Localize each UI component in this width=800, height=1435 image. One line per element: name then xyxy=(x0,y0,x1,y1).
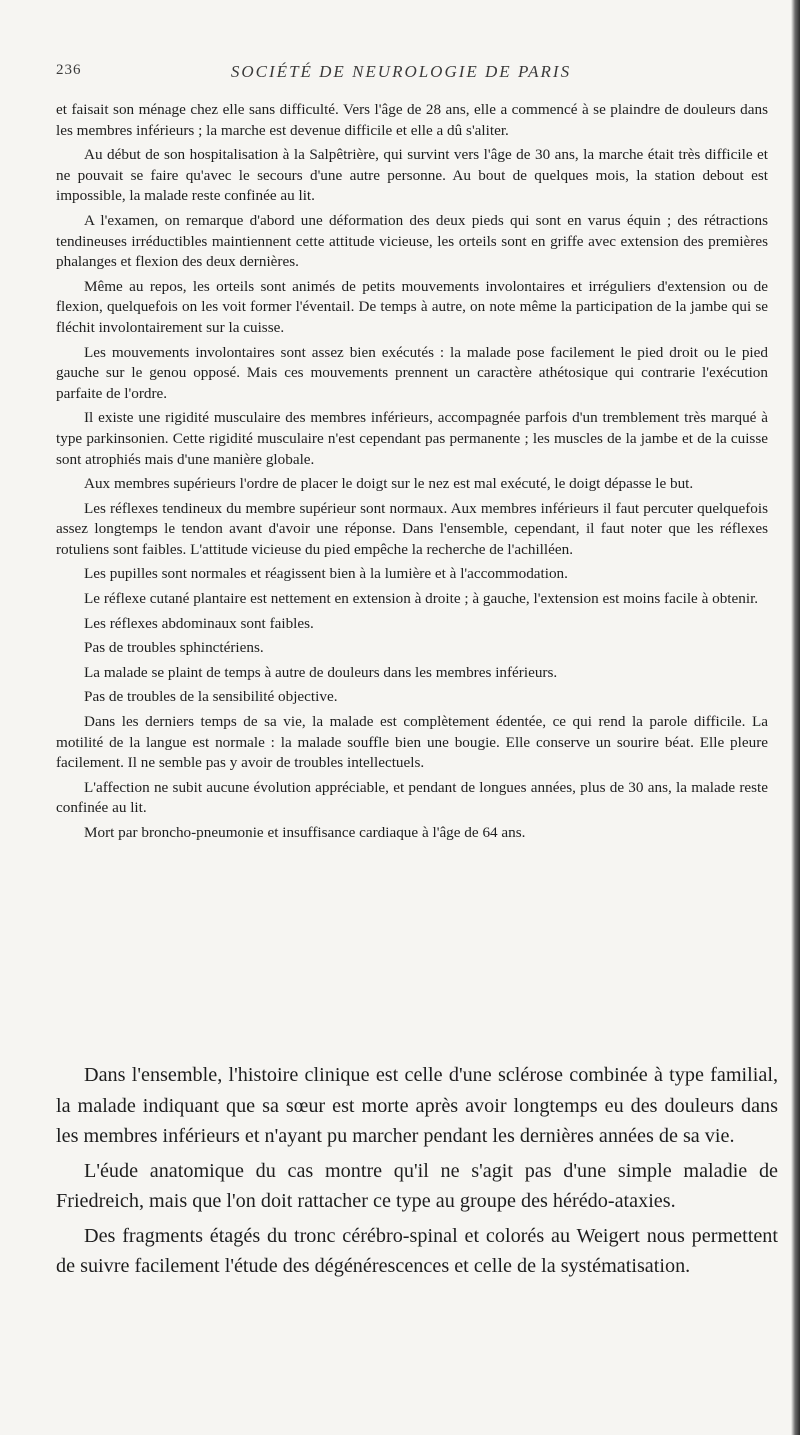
case-paragraph: Les pupilles sont normales et réagissent bien à la lumière et à l'accommodation. xyxy=(84,565,568,583)
case-paragraph: Les réflexes abdominaux sont faibles. xyxy=(84,614,314,632)
page-header xyxy=(56,62,746,86)
case-paragraph: La malade se plaint de temps à autre de douleurs dans les membres inférieurs. xyxy=(84,663,558,681)
page-number: 236 xyxy=(56,62,82,78)
case-paragraph: Aux membres supérieurs l'ordre de placer le doigt sur le nez est mal exécuté, le doigt dépasse le but. xyxy=(84,475,694,493)
discussion-paragraph: Des fragments étagés du tronc cérébro-spinal et colorés au Weigert nous permettent de suivre facilement l'étude des dégénérescences et celle de la systématisation. xyxy=(56,1224,778,1277)
case-paragraph: Les mouvements involontaires sont assez bien exécutés : la malade pose facilement le pied droit ou le pied gauche sur le genou opposé. Mais ces mouvements prennent un caractère athétosique qui contrarie l'exécution parfaite de l'ordre. xyxy=(56,343,768,402)
case-paragraph: Dans les derniers temps de sa vie, la malade est complètement édentée, ce qui rend la parole difficile. La motilité de la langue est normale : la malade souffle bien une bougie. Elle conserve un sourire béat. Elle pleure facilement. Il ne semble pas y avoir de troubles intellectuels. xyxy=(56,713,768,772)
case-paragraph: L'affection ne subit aucune évolution appréciable, et pendant de longues années, plus de 30 ans, la malade reste confinée au lit. xyxy=(56,778,768,817)
running-head: SOCIÉTÉ DE NEUROLOGIE DE PARIS xyxy=(230,62,572,81)
discussion-section xyxy=(56,1060,778,1286)
page-edge-shadow xyxy=(791,0,800,1435)
case-paragraph: A l'examen, on remarque d'abord une déformation des deux pieds qui sont en varus équin ; des rétractions tendineuses irréductibles maintiennent cette attitude vicieuse, les orteils sont en griffe avec extension des premières phalanges et flexion des deux dernières. xyxy=(56,211,768,271)
case-paragraph: Pas de troubles de la sensibilité objective. xyxy=(84,688,338,706)
case-paragraph: Même au repos, les orteils sont animés de petits mouvements involontaires et irréguliers d'extension ou de flexion, quelquefois on les voit former l'éventail. De temps à autre, on note même la participation de la jambe qui se fléchit involontairement sur la cuisse. xyxy=(56,277,768,336)
case-paragraph: Le réflexe cutané plantaire est nettement en extension à droite ; à gauche, l'extension est moins facile à obtenir. xyxy=(84,590,759,608)
discussion-paragraph: L'éude anatomique du cas montre qu'il ne s'agit pas d'une simple maladie de Friedreich, mais que l'on doit rattacher ce type au groupe des hérédo-ataxies. xyxy=(56,1159,778,1212)
discussion-paragraph: Dans l'ensemble, l'histoire clinique est celle d'une sclérose combinée à type familial, la malade indiquant que sa sœur est morte après avoir longtemps eu des douleurs dans les membres inférieurs et n'ayant pu marcher pendant les dernières années de sa vie. xyxy=(56,1064,778,1147)
case-paragraph: Pas de troubles sphinctériens. xyxy=(84,639,264,657)
case-paragraph: Mort par broncho-pneumonie et insuffisance cardiaque à l'âge de 64 ans. xyxy=(84,824,526,841)
case-paragraph: Il existe une rigidité musculaire des membres inférieurs, accompagnée parfois d'un tremblement très marqué à type parkinsonien. Cette rigidité musculaire n'est cependant pas permanente ; les muscles de la jambe et de la cuisse sont atrophiés mais d'une manière globale. xyxy=(56,409,768,468)
case-report-section xyxy=(56,100,768,848)
case-paragraph: et faisait son ménage chez elle sans difficulté. Vers l'âge de 28 ans, elle a commencé à se plaindre de douleurs dans les membres inférieurs ; la marche est devenue difficile et elle a dû s'aliter. xyxy=(56,101,768,139)
case-paragraph: Au début de son hospitalisation à la Salpêtrière, qui survint vers l'âge de 30 ans, la marche était très difficile et ne pouvait se faire qu'avec le secours d'une autre personne. Au bout de quelques mois, la station debout est impossible, la malade reste confinée au lit. xyxy=(56,146,768,205)
case-paragraph: Les réflexes tendineux du membre supérieur sont normaux. Aux membres inférieurs il faut percuter quelquefois assez longtemps le tendon avant d'avoir une réponse. Dans l'ensemble, cependant, il faut noter que les réflexes rotuliens sont faibles. L'attitude vicieuse du pied empêche la recherche de l'achilléen. xyxy=(56,499,768,558)
